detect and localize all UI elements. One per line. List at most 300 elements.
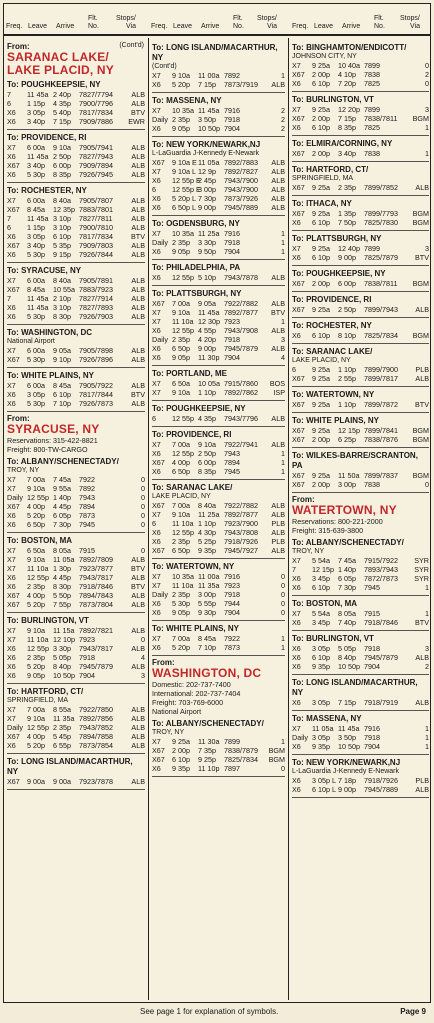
flight-number: 7892/7827: [224, 167, 258, 176]
destination-subtitle: TROY, NY: [292, 548, 325, 555]
flight-row: [292, 480, 429, 489]
stops-via: EWR: [128, 117, 145, 126]
flight-number: 7897: [224, 764, 240, 773]
frequency: X67: [292, 400, 305, 409]
arrival-time: 2 50p: [53, 152, 71, 161]
departure-time: 2 35p: [172, 590, 190, 599]
departure-time: 8 45a: [27, 285, 45, 294]
arrival-time: 9 10a: [198, 440, 216, 449]
flight-number: 7905/7891: [79, 276, 113, 285]
frequency: X7: [152, 379, 161, 388]
flight-row: [292, 776, 429, 785]
stops-via: ALB: [271, 194, 285, 203]
destination-heading: [292, 139, 429, 149]
page-number: Page 9: [400, 1007, 426, 1016]
flight-number: 7817/7844: [79, 390, 113, 399]
destination-heading: [7, 687, 145, 705]
frequency: X7: [152, 106, 161, 115]
flight-number: 7909/7886: [79, 117, 113, 126]
frequency: X7: [7, 196, 16, 205]
stops-via: 0: [141, 546, 145, 555]
destination-heading: [292, 538, 429, 556]
arrival-time: 10 50p: [338, 662, 360, 671]
destination-name: To: BINGHAMTON/ENDICOTT/: [292, 43, 407, 52]
arrival-time: 3 30p: [198, 238, 216, 247]
flight-row: [7, 626, 145, 635]
departure-time: 3 40p: [27, 161, 45, 170]
flight-row: [7, 294, 145, 303]
frequency: 6: [7, 223, 11, 232]
stops-via: 0: [425, 79, 429, 88]
flight-number: 7915: [79, 546, 95, 555]
departure-time: 3 45p: [312, 618, 330, 627]
route-section: [7, 183, 145, 263]
flight-number: 7943/7908: [224, 326, 258, 335]
flight-number: 7945: [79, 520, 95, 529]
departure-time: 3 05p: [27, 232, 45, 241]
arrival-time: 11 45a: [338, 724, 360, 733]
flight-row: [152, 528, 285, 537]
flight-row: [7, 573, 145, 582]
arrival-time: 7 35p: [198, 746, 216, 755]
departure-time: 6 00a: [27, 276, 45, 285]
frequency: X67: [7, 285, 20, 294]
flight-number: 7943/7808: [224, 528, 258, 537]
frequency: X6: [292, 218, 301, 227]
page-footer: [0, 1003, 434, 1021]
flight-number: 7825: [364, 123, 380, 132]
frequency: X7: [152, 229, 161, 238]
frequency: X67: [7, 591, 20, 600]
frequency: X6: [7, 232, 16, 241]
stops-via: 0: [425, 61, 429, 70]
destination-subtitle: JOHNSON CITY, NY: [292, 53, 357, 60]
stops-via: ALB: [271, 176, 285, 185]
departure-time: 5 20p: [172, 80, 190, 89]
frequency: X6: [152, 344, 161, 353]
arrival-time: 9 05a: [53, 346, 71, 355]
flight-row: [7, 152, 145, 161]
frequency: X7: [152, 71, 161, 80]
stops-via: BTV: [131, 232, 145, 241]
frequency: X7: [292, 105, 301, 114]
destination-name: To: ALBANY/SCHENECTADY/: [292, 538, 404, 547]
route-section: [292, 231, 429, 266]
flight-row: [7, 555, 145, 564]
arrival-time: 7 30p: [338, 583, 356, 592]
stops-via: 1: [281, 737, 285, 746]
route-section: [292, 631, 429, 675]
flight-number: 7918: [79, 653, 95, 662]
route-section: [7, 368, 145, 412]
route-section: [7, 77, 145, 130]
flight-number: 7899/7852: [364, 183, 398, 192]
stops-via: ALB: [271, 326, 285, 335]
stops-via: ALB: [271, 167, 285, 176]
departure-time: 9 25a: [312, 374, 330, 383]
flight-row: [152, 335, 285, 344]
arrival-time: 9 00p: [338, 253, 356, 262]
stops-via: 1: [425, 733, 429, 742]
flight-number: 7899: [364, 61, 380, 70]
frequency: X67: [152, 458, 165, 467]
flight-row: [7, 493, 145, 502]
flight-row: [292, 785, 429, 794]
origin-city: SARANAC LAKE/: [7, 50, 109, 64]
destination-name: To: MASSENA, NY: [152, 96, 222, 105]
destination-name: To: BOSTON, MA: [292, 599, 358, 608]
arrival-time: 8 10p: [338, 331, 356, 340]
stops-via: ALB: [131, 355, 145, 364]
flight-number: 7944: [224, 599, 240, 608]
stops-via: ALB: [131, 143, 145, 152]
route-section: [7, 613, 145, 684]
flight-row: [152, 273, 285, 282]
departure-time: 2 35p: [172, 115, 190, 124]
arrival-time: 6 00p: [338, 279, 356, 288]
flight-number: 7945/7879: [224, 344, 258, 353]
flight-number: 7892/7856: [79, 714, 113, 723]
domestic-phone: Domestic: 202-737-7400: [152, 680, 231, 689]
destination-heading: [152, 43, 285, 71]
departure-time: 3 05p: [312, 698, 330, 707]
frequency: X6: [292, 698, 301, 707]
destination-name: To: LONG ISLAND/MACARTHUR, NY: [292, 678, 418, 697]
departure-time: 9 25a: [312, 365, 330, 374]
departure-time: 2 00p: [312, 279, 330, 288]
frequency: X67: [292, 374, 305, 383]
flight-number: 7838/7811: [364, 114, 398, 123]
destination-name: To: HARTFORD, CT/: [7, 687, 84, 696]
flight-row: [292, 374, 429, 383]
stops-via: ALB: [271, 528, 285, 537]
flight-number: 7827/7943: [79, 152, 113, 161]
arrival-time: 6 00p: [53, 161, 71, 170]
departure-time: 9 25a: [312, 183, 330, 192]
destination-subtitle: LAKE PLACID, NY: [292, 357, 351, 364]
stops-via: ALB: [415, 374, 429, 383]
route-section: [292, 266, 429, 292]
arrival-time: 8 55a: [53, 705, 71, 714]
frequency: X6: [7, 511, 16, 520]
flight-number: 7943/7817: [79, 644, 113, 653]
destination-name: To: POUGHKEEPSIE, NY: [152, 404, 246, 413]
frequency: X67: [7, 502, 20, 511]
flight-number: 7922: [79, 475, 95, 484]
stops-via: PLB: [415, 365, 429, 374]
arrival-time: 8 45a: [198, 634, 216, 643]
flight-number: 7899/7841: [364, 426, 398, 435]
departure-time: 9 10a: [27, 484, 45, 493]
frequency: X7: [7, 346, 16, 355]
arrival-time: 11 30a: [198, 737, 220, 746]
flight-number: 7926/7903: [79, 312, 113, 321]
stops-via: 1: [281, 247, 285, 256]
frequency: X67: [292, 209, 305, 218]
flight-number: 7838/7876: [364, 435, 398, 444]
stops-via: 0: [141, 484, 145, 493]
departure-time: 9 35p: [312, 742, 330, 751]
destination-heading: [7, 80, 145, 90]
flight-number: 7827/7914: [79, 294, 113, 303]
destination-heading: [292, 269, 429, 279]
departure-time: 11 10a: [172, 581, 194, 590]
frequency: 6: [292, 365, 296, 374]
flight-row: [7, 600, 145, 609]
frequency: X7: [7, 276, 16, 285]
flight-number: 7873/7926: [224, 194, 258, 203]
departure-time: 2 00p: [312, 114, 330, 123]
stops-via: ALB: [271, 546, 285, 555]
flight-number: 7899: [364, 244, 380, 253]
destination-heading: [152, 369, 285, 379]
departure-time: 6 10p: [312, 253, 330, 262]
destination-subtitle: SPRINGFIELD, MA: [7, 697, 69, 704]
departure-time: 6 00a: [27, 346, 45, 355]
stops-via: ALB: [415, 698, 429, 707]
flight-number: 7916: [224, 229, 240, 238]
arrival-time: 7 45a: [53, 475, 71, 484]
destination-name: To: PHILADELPHIA, PA: [152, 263, 241, 272]
stops-via: BTV: [415, 400, 429, 409]
arrival-time: 5 50p: [53, 591, 71, 600]
flight-row: [7, 564, 145, 573]
departure-time: 6 10p L: [312, 785, 336, 794]
stops-via: ALB: [271, 203, 285, 212]
flight-row: [152, 764, 285, 773]
destination-name: To: ALBANY/SCHENECTADY/: [152, 719, 264, 728]
destination-subtitle: TROY, NY: [7, 467, 40, 474]
arrival-time: 3 30p: [53, 644, 71, 653]
flight-row: [292, 79, 429, 88]
timetable-column-1: [4, 38, 149, 1000]
stops-via: ALB: [131, 777, 145, 786]
departure-time: 9 10a: [172, 71, 190, 80]
stops-via: ALB: [415, 183, 429, 192]
stops-via: ALB: [271, 414, 285, 423]
arrival-time: 12 20p: [338, 105, 360, 114]
stops-via: ALB: [271, 501, 285, 510]
stops-via: ALB: [131, 741, 145, 750]
frequency: X6: [152, 537, 161, 546]
arrival-time: 9 00p: [198, 203, 216, 212]
flight-row: [292, 61, 429, 70]
stops-via: 2: [281, 106, 285, 115]
departure-time: 9 25a: [312, 61, 330, 70]
frequency: Daily: [152, 335, 168, 344]
frequency: 7: [292, 565, 296, 574]
stops-via: ALB: [271, 299, 285, 308]
frequency: X6: [152, 194, 161, 203]
departure-time: 11 10a: [27, 635, 49, 644]
stops-via: ALB: [131, 241, 145, 250]
stops-via: ALB: [131, 399, 145, 408]
flight-row: [292, 698, 429, 707]
arrival-time: 10 50p: [338, 742, 360, 751]
destination-name: To: HARTFORD, CT/: [292, 165, 369, 174]
departure-time: 9 25a: [312, 244, 330, 253]
departure-time: 6 10p: [312, 218, 330, 227]
destination-heading: [152, 624, 285, 634]
flight-number: 7899/7872: [364, 400, 398, 409]
frequency: X7: [7, 484, 16, 493]
frequency: X67: [292, 480, 305, 489]
arrival-time: 5 35p: [53, 241, 71, 250]
column-header-3: Freq. Leave Arrive Flt. No. Stops/ Via: [292, 15, 420, 30]
frequency: Daily: [152, 590, 168, 599]
route-section: [152, 216, 285, 260]
flight-row: [7, 276, 145, 285]
frequency: X7: [152, 510, 161, 519]
flight-row: [292, 400, 429, 409]
flight-number: 7904: [364, 742, 380, 751]
frequency: X7: [292, 244, 301, 253]
flight-row: [152, 388, 285, 397]
destination-subtitle: National Airport: [7, 338, 55, 345]
flight-number: 7892: [79, 484, 95, 493]
flight-number: 7918: [224, 238, 240, 247]
route-section: [292, 711, 429, 755]
destination-name: To: PLATTSBURGH, NY: [292, 234, 382, 243]
arrival-time: 3 50p: [338, 733, 356, 742]
frequency: X6: [292, 574, 301, 583]
destination-subtitle: (Cont'd): [152, 63, 177, 70]
flight-row: [292, 305, 429, 314]
flight-row: [292, 279, 429, 288]
departure-time: 3 05p: [27, 390, 45, 399]
flight-row: [292, 583, 429, 592]
destination-subtitle: L-LaGuardia J-Kennedy E-Newark: [292, 768, 399, 775]
stops-via: ALB: [131, 346, 145, 355]
flight-number: 7918: [364, 733, 380, 742]
flight-row: [292, 114, 429, 123]
departure-time: 11 10a: [172, 519, 194, 528]
frequency: X6: [7, 741, 16, 750]
frequency: X7: [7, 705, 16, 714]
arrival-time: 9 10a: [53, 143, 71, 152]
flight-number: 7904: [79, 671, 95, 680]
destination-name: To: NEW YORK/NEWARK,NJ: [152, 140, 261, 149]
flight-row: [152, 546, 285, 555]
flight-number: 7943/7900: [224, 176, 258, 185]
flight-number: 7873/7804: [79, 600, 113, 609]
stops-via: 0: [141, 493, 145, 502]
flight-number: 7945/7889: [364, 785, 398, 794]
flight-row: [7, 161, 145, 170]
departure-time: 4 00p: [172, 458, 190, 467]
departure-time: 6 50p: [172, 546, 190, 555]
frequency: 7: [7, 90, 11, 99]
stops-via: SYR: [414, 574, 429, 583]
destination-heading: [7, 616, 145, 626]
departure-time: 11 10a: [27, 564, 49, 573]
flight-number: 7892/7877: [224, 510, 258, 519]
frequency: X7: [7, 626, 16, 635]
route-section: [152, 137, 285, 216]
arrival-time: 10 50p: [53, 671, 75, 680]
arrival-time: 8 40a: [53, 276, 71, 285]
arrival-time: 7 10p: [53, 399, 71, 408]
destination-heading: [292, 714, 429, 724]
destination-name: To: PLATTSBURGH, NY: [152, 289, 242, 298]
stops-via: 0: [281, 581, 285, 590]
departure-time: 1 15p: [27, 99, 45, 108]
flight-number: 7904: [224, 608, 240, 617]
departure-time: 5 30p: [27, 355, 45, 364]
frequency: X6: [292, 653, 301, 662]
stops-via: ALB: [131, 591, 145, 600]
flight-row: [7, 108, 145, 117]
arrival-time: 5 05p: [338, 644, 356, 653]
frequency: X6: [292, 776, 301, 785]
flight-row: [152, 229, 285, 238]
flight-row: [7, 250, 145, 259]
arrival-time: 7 40p: [338, 618, 356, 627]
flight-number: 7892/7809: [79, 555, 113, 564]
frequency: X7: [152, 572, 161, 581]
arrival-time: 11 45a: [198, 308, 220, 317]
stops-via: 1: [425, 742, 429, 751]
destination-name: To: PROVIDENCE, RI: [152, 430, 232, 439]
destination-heading: [7, 757, 145, 777]
arrival-time: 5 55p: [198, 599, 216, 608]
flight-number: 7838: [364, 149, 380, 158]
route-section: [7, 533, 145, 613]
column-header-bar: [4, 4, 430, 36]
destination-name: To: BURLINGTON, VT: [292, 95, 374, 104]
destination-subtitle: L-LaGuardia J-Kennedy E-Newark: [152, 150, 259, 157]
flight-row: [152, 581, 285, 590]
frequency: X67: [292, 70, 305, 79]
arrival-time: 3 10p: [53, 223, 71, 232]
arrival-time: 6 05p: [53, 511, 71, 520]
stops-via: ALB: [131, 276, 145, 285]
arrival-time: 7 30p: [53, 520, 71, 529]
frequency: X6: [152, 176, 161, 185]
arrival-time: 11 50a: [338, 471, 360, 480]
frequency: Daily: [152, 238, 168, 247]
flight-row: [7, 285, 145, 294]
departure-time: 5 20p: [27, 741, 45, 750]
stops-via: ALB: [131, 205, 145, 214]
stops-via: 0: [281, 572, 285, 581]
destination-heading: [7, 457, 145, 475]
flight-number: 7918/7846: [79, 582, 113, 591]
flight-row: [152, 158, 285, 167]
destination-heading: [152, 483, 285, 501]
flight-number: 7900/7796: [79, 99, 113, 108]
frequency: X6: [152, 80, 161, 89]
stops-via: 3: [425, 644, 429, 653]
flight-row: [292, 244, 429, 253]
departure-time: 9 25a: [312, 305, 330, 314]
departure-time: 2 35p: [172, 335, 190, 344]
frequency: X67: [7, 355, 20, 364]
destination-name: To: SARANAC LAKE/: [292, 347, 373, 356]
frequency: X6: [7, 152, 16, 161]
destination-heading: [7, 133, 145, 143]
stops-via: 1: [281, 643, 285, 652]
stops-via: ALB: [415, 305, 429, 314]
stops-via: 3: [141, 671, 145, 680]
arrival-time: 3 10p: [53, 303, 71, 312]
flight-number: 7943/7852: [79, 723, 113, 732]
flight-number: 7918: [364, 644, 380, 653]
departure-time: 2 00p: [312, 435, 330, 444]
destination-name: To: SARANAC LAKE/: [152, 483, 233, 492]
flight-row: [152, 326, 285, 335]
timetable-column-2: [149, 38, 289, 1000]
